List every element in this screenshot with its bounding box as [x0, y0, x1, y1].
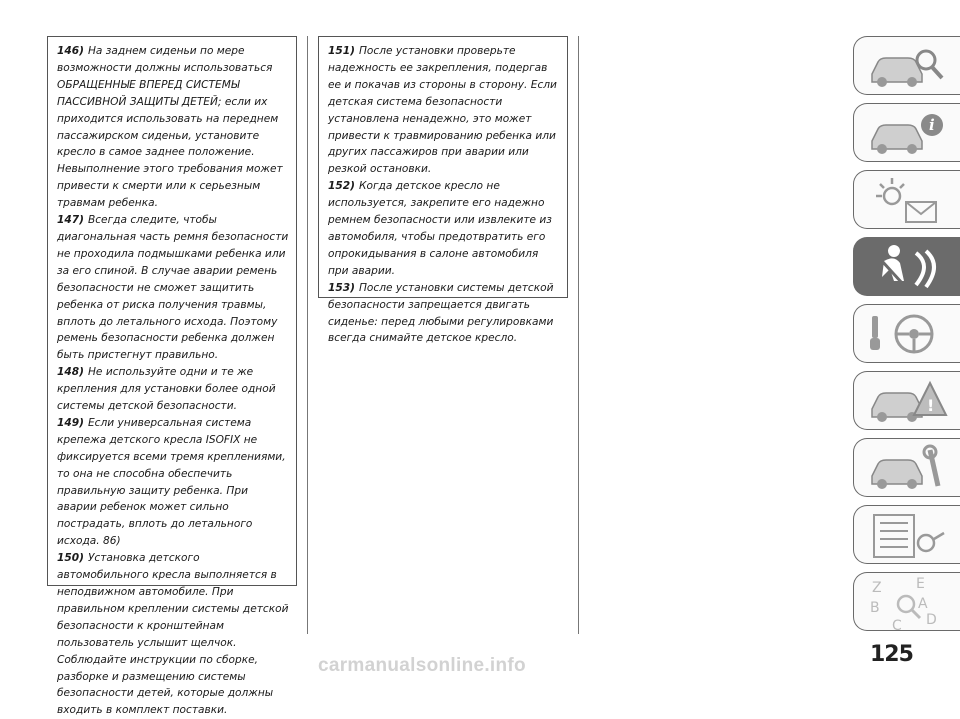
warning-lights-icon: [864, 174, 954, 226]
note-text: После установки системы детской безопасности запрещается двигать сиденье: перед любыми регулировками всегда снимайте детское кресло.: [328, 281, 554, 345]
car-wrench-icon: [864, 442, 954, 494]
index-letter: A: [918, 596, 928, 612]
note-text: На заднем сиденьи по мере возможности должны использоваться ОБРАЩЕННЫЕ ВПЕРЕД СИСТЕМЫ ПАССИВНОЙ ЗАЩИТЫ ДЕТЕЙ; если их приходится использовать на переднем пассажирском сиденьи, установите кресло в самое заднее положение. Невыполнение этого требования может привести к смерти или к серьезным травмам ребенка.: [57, 45, 283, 210]
note-number: 151): [328, 45, 355, 57]
note-146: [57, 43, 290, 212]
note-number: 152): [328, 180, 355, 193]
data-sheet-icon: [864, 509, 954, 561]
steering-wheel-key-icon: [864, 308, 954, 360]
tab-emergency[interactable]: [853, 371, 960, 430]
note-number: 153): [328, 281, 355, 294]
note-149: [57, 415, 290, 550]
page-number: 125: [870, 642, 913, 667]
svg-text:!: !: [927, 396, 935, 415]
tab-technical-data[interactable]: [853, 505, 960, 564]
car-search-icon: [864, 40, 954, 92]
car-info-icon: [864, 107, 954, 159]
index-letter: Z: [872, 580, 882, 596]
note-150: [57, 550, 290, 719]
notes-box-left: [47, 36, 297, 717]
index-letter: D: [926, 612, 937, 628]
tab-maintenance[interactable]: [853, 438, 960, 497]
svg-text:i: i: [929, 116, 935, 134]
index-letter: B: [870, 600, 880, 616]
tab-safety[interactable]: [853, 237, 960, 296]
note-153: [328, 280, 561, 348]
alphabet-index-icon: [864, 576, 954, 636]
emergency-icon: [864, 375, 954, 427]
tab-car-search[interactable]: [853, 36, 960, 95]
index-letter: E: [916, 576, 925, 592]
column-divider: [307, 36, 308, 634]
note-number: 148): [57, 366, 84, 379]
note-number: 149): [57, 416, 84, 429]
index-letter: C: [892, 618, 902, 634]
tab-starting-driving[interactable]: [853, 304, 960, 363]
column-divider: [578, 36, 579, 634]
note-number: 146): [57, 45, 84, 57]
note-number: 147): [57, 214, 84, 227]
note-number: 150): [57, 552, 84, 565]
tab-index[interactable]: [853, 572, 960, 634]
seat-belt-airbag-icon: [864, 241, 954, 293]
note-text: После установки проверьте надежность ее закрепления, подергав ее и покачав из стороны в сторону. Если детская система безопасности установлена ненадежно, это может привести к травмированию ребенка или других пассажиров при аварии или резкой остановки.: [328, 45, 557, 176]
note-148: [57, 364, 290, 415]
note-text: Когда детское кресло не используется, закрепите его надежно ремнем безопасности или извлеките из автомобиля, чтобы предотвратить его опрокидывания в салоне автомобиля при аварии.: [328, 180, 552, 277]
note-152: [328, 178, 561, 279]
note-151: [328, 43, 561, 178]
note-text: Не используйте одни и те же крепления для установки более одной системы детской безопасности.: [57, 366, 276, 413]
note-text: Если универсальная система крепежа детского кресла ISOFIX не фиксируется всеми тремя креплениями, то она не способна обеспечить правильную защиту ребенка. При аварии ребенок может сильно пострадать, вплоть до летального исхода. 86): [57, 416, 286, 548]
note-147: [57, 212, 290, 364]
tab-warning-lights[interactable]: [853, 170, 960, 229]
tab-car-info[interactable]: [853, 103, 960, 162]
notes-box-right: [318, 36, 568, 345]
note-text: Установка детского автомобильного кресла выполняется в неподвижном автомобиле. При правильном креплении системы детской безопасности к кронштейнам пользователь услышит щелчок. Соблюдайте инструкции по сборке, разборке и размещению системы безопасности детей, которые должны входить в комплект поставки.: [57, 552, 289, 717]
watermark: carmanualsonline.info: [318, 655, 526, 676]
note-text: Всегда следите, чтобы диагональная часть ремня безопасности не проходила подмышками ребенка или за его спиной. В случае аварии ремень безопасности не сможет защитить ребенка от риска получения травмы, вплоть до летального исхода. Поэтому ремень безопасности ребенка должен быть пристегнут правильно.: [57, 214, 289, 362]
